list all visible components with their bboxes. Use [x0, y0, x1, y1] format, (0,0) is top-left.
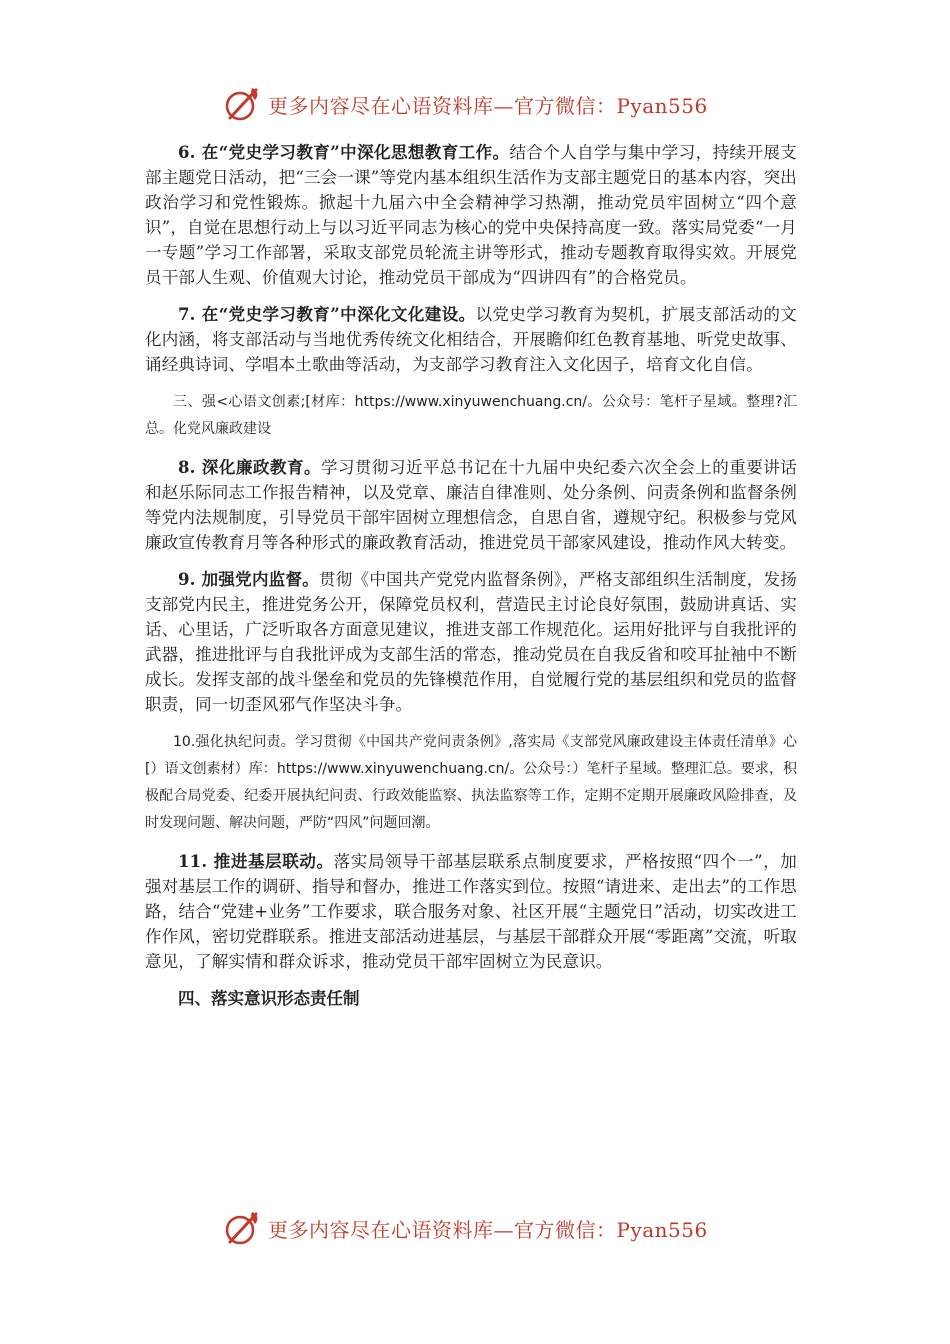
paragraph-8-body: 学习贯彻习近平总书记在十九届中央纪委六次全会上的重要讲话和赵乐际同志工作报告精神，以及党章、廉洁自律准则、处分条例、问责条例和监督条例等党内法规制度，引导党员干部牢固树立理想信念，自思自省，遵规守纪。积极参与党风廉政宣传教育月等各种形式的廉政教育活动，推进党员干部家风建设，推动作风大转变。	[145, 458, 797, 552]
paragraph-8	[145, 455, 797, 555]
paragraph-6	[145, 140, 797, 290]
banner-text: 更多内容尽在心语资料库—官方微信：Pyan556	[268, 1217, 708, 1242]
banner-text: 更多内容尽在心语资料库—官方微信：Pyan556	[268, 93, 708, 118]
paragraph-7	[145, 302, 797, 377]
paragraph-9	[145, 567, 797, 717]
paragraph-11-body: 落实局领导干部基层联系点制度要求，严格按照“四个一”，加强对基层工作的调研、指导和督办，推进工作落实到位。按照“请进来、走出去”的工作思路，结合“党建+业务”工作要求，联合服务对象、社区开展“主题党日”活动，切实改进工作作风，密切党群联系。推进支部活动进基层，与基层干部群众开展“零距离”交流，听取意见，了解实情和群众诉求，推动党员干部牢固树立为民意识。	[145, 852, 797, 971]
paragraph-11-lead: 11. 推进基层联动。	[178, 852, 334, 871]
paragraph-6-lead: 6. 在“党史学习教育”中深化思想教育工作。	[178, 143, 510, 162]
quill-logo-icon	[222, 84, 262, 124]
quill-logo-icon	[222, 1208, 262, 1248]
section-3-heading: 三、强<心语文创素;[材库：https://www.xinyuwenchuang.cn/。公众号：笔杆子星域。整理?汇总。化党风廉政建设	[145, 394, 797, 437]
paragraph-7-body: 以党史学习教育为契机，扩展支部活动的文化内涵，将支部活动与当地优秀传统文化相结合，开展瞻仰红色教育基地、听党史故事、诵经典诗词、学唱本土歌曲等活动，为支部学习教育注入文化因子，培育文化自信。	[145, 305, 797, 374]
paragraph-10: 10.强化执纪问责。学习贯彻《中国共产党问责条例》,落实局《支部党风廉政建设主体责任清单》心[）语文创素材）库：https://www.xinyuwenchuang.cn/。公众号：）笔杆子星域。整理汇总。要求，积极配合局党委、纪委开展执纪问责、行政效能监察、执法监察等工作，定期不定期开展廉政风险排查，及时发现问题、解决问题，严防“四风”问题回潮。	[145, 734, 797, 831]
paragraph-9-body: 贯彻《中国共产党党内监督条例》，严格支部组织生活制度，发扬支部党内民主，推进党务公开，保障党员权利，营造民主讨论良好氛围，鼓励讲真话、实话、心里话，广泛听取各方面意见建议，推进支部工作规范化。运用好批评与自我批评的武器，推进批评与自我批评成为支部生活的常态，推动党员在自我反省和咬耳扯袖中不断成长。发挥支部的战斗堡垒和党员的先锋模范作用，自觉履行党的基层组织和党员的监督职责，同一切歪风邪气作坚决斗争。	[145, 570, 797, 714]
section-4-heading: 四、落实意识形态责任制	[178, 989, 360, 1008]
header-banner	[222, 84, 742, 124]
document-body	[145, 140, 797, 1011]
paragraph-8-lead: 8. 深化廉政教育。	[178, 458, 321, 477]
paragraph-9-lead: 9. 加强党内监督。	[178, 570, 320, 589]
footer-banner	[222, 1208, 742, 1248]
paragraph-11	[145, 849, 797, 974]
paragraph-6-body: 结合个人自学与集中学习，持续开展支部主题党日活动，把“三会一课”等党内基本组织生活作为支部主题党日的基本内容，突出政治学习和党性锻炼。掀起十九届六中全会精神学习热潮，推动党员牢固树立“四个意识”，自觉在思想行动上与以习近平同志为核心的党中央保持高度一致。落实局党委“一月一专题”学习工作部署，采取支部党员轮流主讲等形式，推动专题教育取得实效。开展党员干部人生观、价值观大讨论，推动党员干部成为“四讲四有”的合格党员。	[145, 143, 797, 287]
paragraph-7-lead: 7. 在“党史学习教育”中深化文化建设。	[178, 305, 476, 324]
